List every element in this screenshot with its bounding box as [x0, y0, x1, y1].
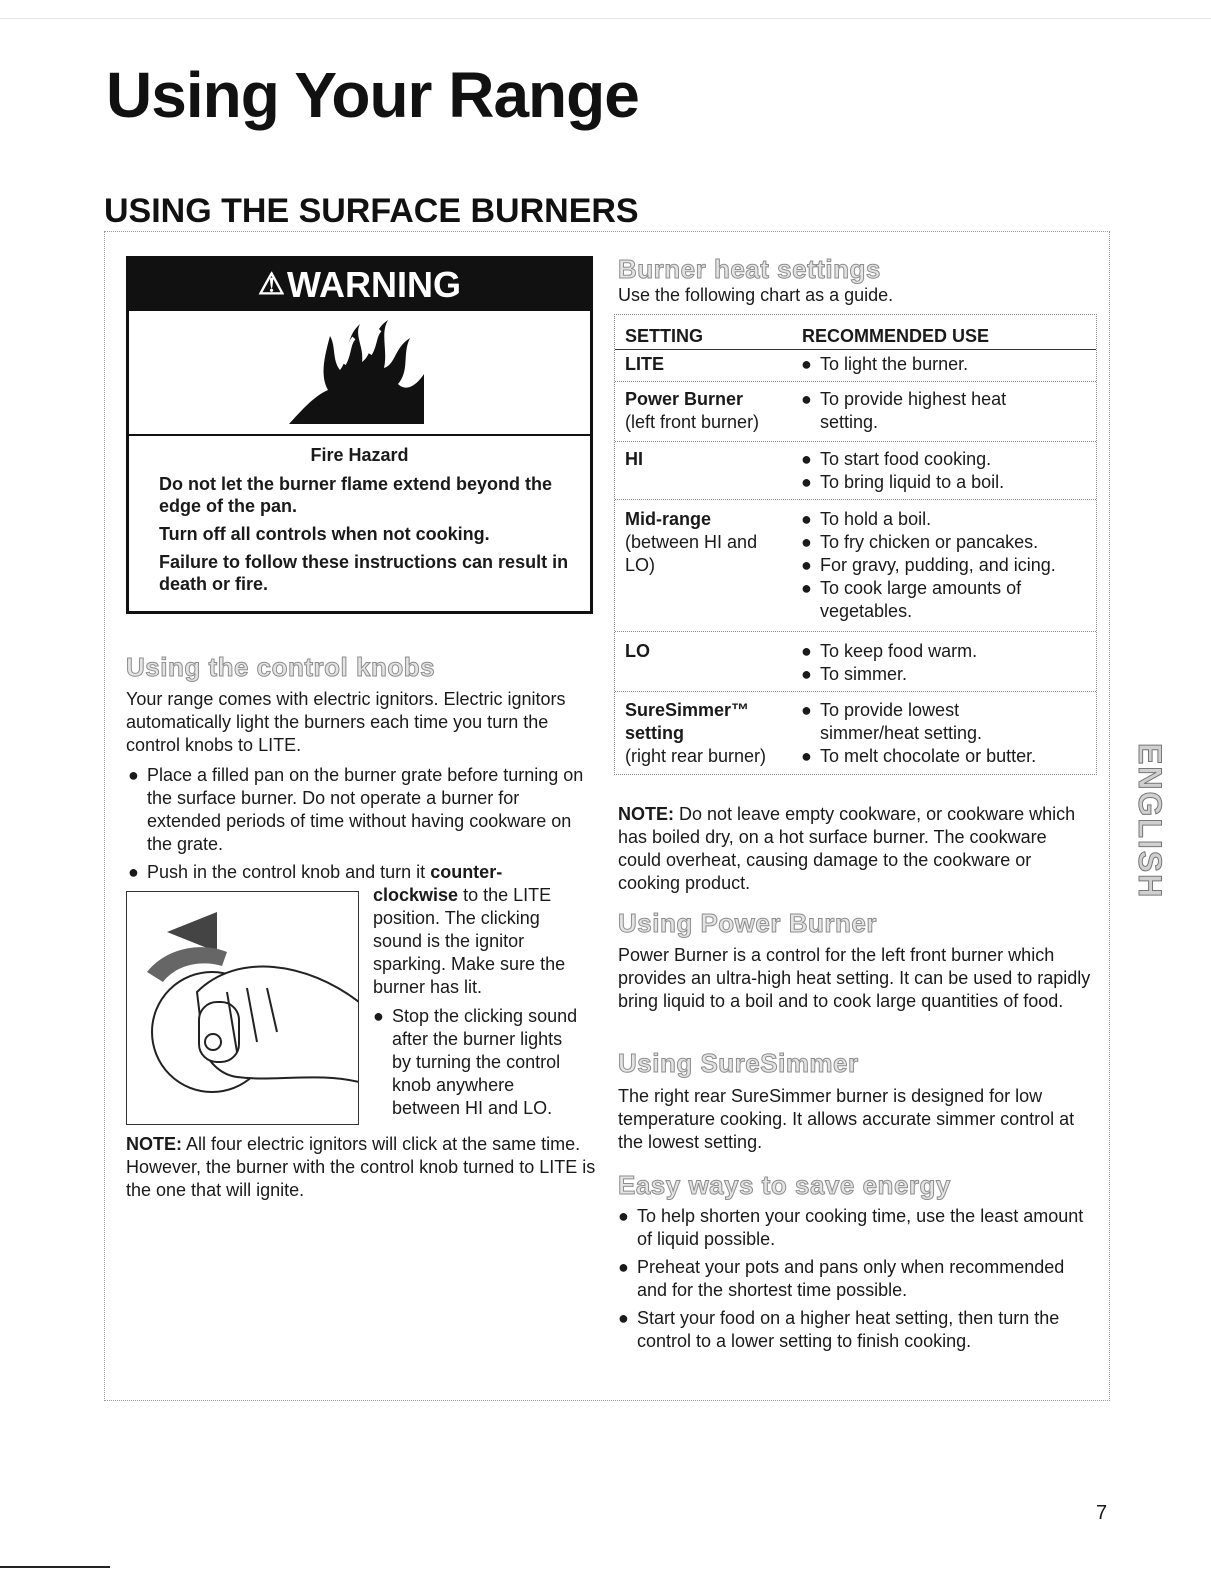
warning-box: [126, 256, 593, 614]
scan-artifact-top: [0, 18, 1211, 19]
language-side-tab: [1124, 743, 1174, 933]
row-suresimmer-setting: SureSimmer™ setting: [625, 700, 750, 743]
row-hi-setting: HI: [625, 449, 643, 469]
row-divider: [615, 441, 1096, 442]
control-knob-illustration: [126, 891, 359, 1125]
row-mid-setting: Mid-range: [625, 509, 712, 529]
page-number: 7: [1096, 1502, 1108, 1524]
control-knobs-note: NOTE: All four electric ignitors will click at the same time. However, the burner with the control knob turned to LITE is the one that will ignite.: [126, 1134, 596, 1200]
row-divider: [615, 499, 1096, 500]
page-title: Using Your Range: [106, 59, 639, 131]
control-knobs-bullet-2-cont: clockwise to the LITE position. The clicking sound is the ignitor sparking. Make sure the burner has lit.: [373, 885, 566, 997]
warning-header: [129, 259, 590, 311]
energy-bullet-3: ● Start your food on a higher heat setting, then turn the control to a lower setting to finish cooking.: [618, 1308, 1060, 1351]
control-knobs-heading: Using the control knobs: [126, 652, 436, 682]
control-knobs-intro: Your range comes with electric ignitors. Electric ignitors automatically light the burners each time you turn the control knobs to LITE.: [126, 689, 566, 755]
suresimmer-heading: Using SureSimmer: [618, 1048, 859, 1078]
row-lite-use: ● To light the burner.: [801, 354, 969, 374]
row-suresimmer-use-2: ● To melt chocolate or butter.: [801, 746, 1037, 766]
heat-settings-note: NOTE: Do not leave empty cookware, or cookware which has boiled dry, on a hot surface burner. The cookware could overheat, causing damage to the cookware or cooking product.: [618, 804, 1076, 893]
warning-line-1: Do not let the burner flame extend beyond the edge of the pan.: [159, 474, 553, 516]
row-suresimmer-use-1: ● To provide lowest simmer/heat setting.: [801, 700, 983, 743]
power-burner-heading: Using Power Burner: [618, 908, 877, 938]
energy-bullet-1: ● To help shorten your cooking time, use the least amount of liquid possible.: [618, 1206, 1084, 1249]
row-divider: [615, 381, 1096, 382]
bullet-icon: ●: [128, 862, 139, 882]
hazard-title: Fire Hazard: [310, 445, 409, 465]
heat-settings-intro: Use the following chart as a guide.: [618, 285, 894, 305]
row-lite-setting: LITE: [625, 354, 664, 374]
warning-line-2: Turn off all controls when not cooking.: [159, 524, 490, 544]
row-lo-use-2: ● To simmer.: [801, 664, 908, 684]
row-mid-sub-2: LO): [625, 555, 656, 575]
row-mid-use-2: ● To fry chicken or pancakes.: [801, 532, 1039, 552]
warning-line-3: Failure to follow these instructions can result in death or fire.: [159, 552, 569, 594]
suresimmer-text: The right rear SureSimmer burner is designed for low temperature cooking. It allows accurate simmer control at the lowest setting.: [618, 1086, 1075, 1152]
language-side-tab-label: ENGLISH: [1132, 743, 1168, 900]
row-hi-use-1: ● To start food cooking.: [801, 449, 992, 469]
row-mid-use-1: ● To hold a boil.: [801, 509, 932, 529]
row-divider: [615, 691, 1096, 692]
section-title: USING THE SURFACE BURNERS: [104, 192, 639, 230]
table-header-setting: SETTING: [625, 326, 704, 346]
row-power-setting: Power Burner: [625, 389, 744, 409]
alert-triangle-icon: ⚠: [258, 268, 285, 301]
row-power-use: ● To provide highest heat setting.: [801, 389, 1007, 432]
bullet-icon: ●: [128, 765, 139, 785]
bullet-icon: ●: [373, 1006, 384, 1026]
scan-artifact-bottom: [0, 1566, 110, 1568]
heat-settings-table: [614, 314, 1097, 775]
energy-bullet-2: ● Preheat your pots and pans only when recommended and for the shortest time possible.: [618, 1257, 1065, 1300]
energy-heading: Easy ways to save energy: [618, 1170, 951, 1200]
control-knobs-bullet-1: ● Place a filled pan on the burner grate before turning on the surface burner. Do not operate a burner for extended periods of time without having cookware on the grate.: [128, 765, 584, 854]
row-mid-use-4: ● To cook large amounts of vegetables.: [801, 578, 1022, 621]
row-lo-use-1: ● To keep food warm.: [801, 641, 978, 661]
row-lo-setting: LO: [625, 641, 650, 661]
row-mid-sub-1: (between HI and: [625, 532, 758, 552]
flame-hazard-icon: [284, 314, 434, 429]
table-header-use: RECOMMENDED USE: [802, 326, 990, 346]
row-suresimmer-sub: (right rear burner): [625, 746, 767, 766]
row-mid-use-3: ● For gravy, pudding, and icing.: [801, 555, 1056, 575]
row-divider: [615, 631, 1096, 632]
control-knobs-bullet-3: ● Stop the clicking sound after the burner lights by turning the control knob anywhere between HI and LO.: [373, 1006, 578, 1118]
control-knobs-bullet-2-line: ● Push in the control knob and turn it counter-: [128, 862, 503, 882]
row-power-sub: (left front burner): [625, 412, 760, 432]
row-hi-use-2: ● To bring liquid to a boil.: [801, 472, 1005, 492]
warning-divider: [129, 434, 590, 436]
table-header-rule: [615, 349, 1096, 350]
hand-turning-knob-icon: [127, 892, 359, 1125]
warning-header-label: WARNING: [286, 264, 461, 305]
power-burner-text: Power Burner is a control for the left front burner which provides an ultra-high heat setting. It can be used to rapidly bring liquid to a boil and to cook large quantities of food.: [618, 945, 1091, 1011]
heat-settings-heading: Burner heat settings: [618, 254, 881, 284]
